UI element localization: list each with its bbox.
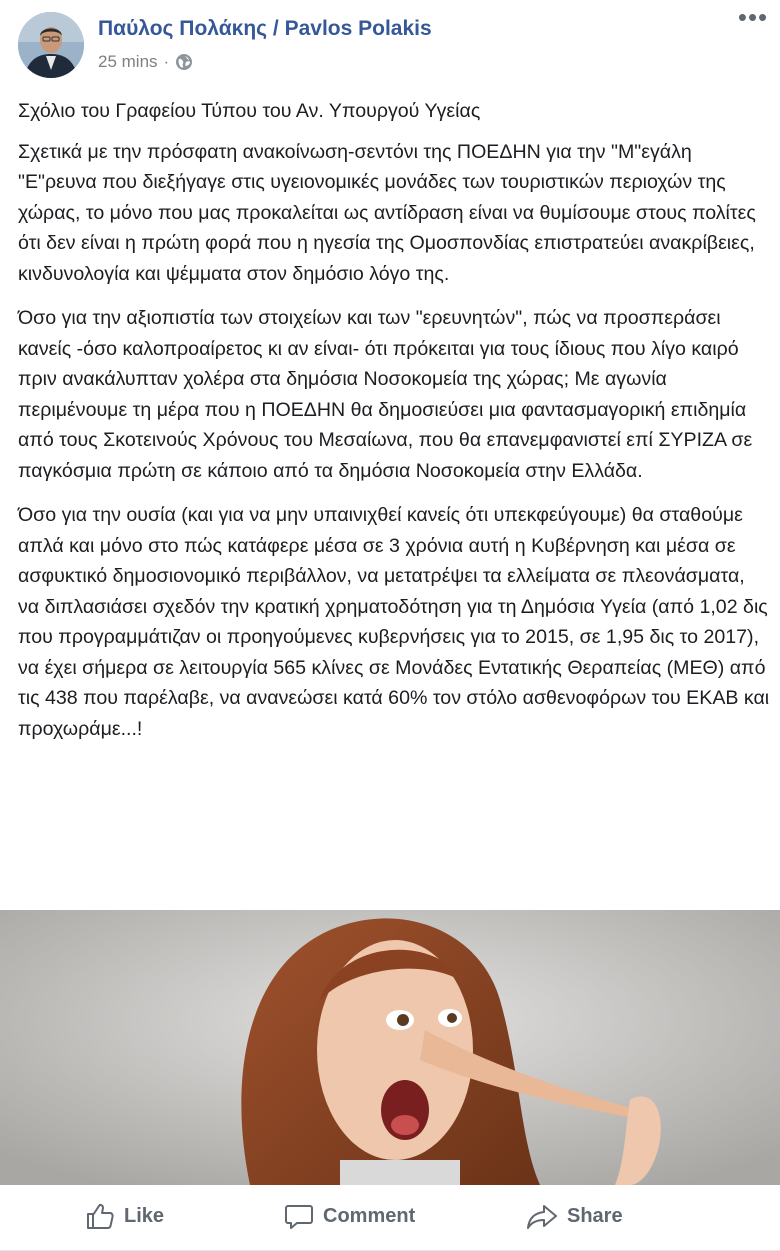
post-meta	[98, 52, 193, 72]
share-label: Share	[567, 1204, 623, 1227]
globe-icon[interactable]	[175, 53, 193, 71]
more-options-icon[interactable]: •••	[737, 2, 769, 32]
author-name-link[interactable]: Παύλος Πολάκης / Pavlos Polakis	[98, 17, 432, 40]
post-paragraph: Όσο για την αξιοπιστία των στοιχείων και των "ερευνητών", πώς να προσπεράσει κανείς -όσο καλοπροαίρετος κι αν είναι- ότι πρόκειται για τους ίδιους που λίγο καιρό πριν ανακάλυπταν χολέρα στα δημόσια Νοσοκομεία της χώρας; Με αγωνία περιμένουμε τη μέρα που η ΠΟΕΔΗΝ θα δημοσιεύσει μια φαντασμαγορική επιδημία από τους Σκοτεινούς Χρόνους του Μεσαίωνα, που θα επανεμφανιστεί επί ΣΥΡΙΖΑ σε παγκόσμια πρώτη σε κάποιο από τα δημόσια Νοσοκομεία στην Ελλάδα.	[18, 307, 753, 482]
post-header	[0, 0, 780, 90]
comment-button[interactable]	[283, 1199, 415, 1233]
meta-separator: ·	[163, 52, 170, 71]
post-paragraph: Σχόλιο του Γραφείου Τύπου του Αν. Υπουργού Υγείας	[18, 100, 481, 122]
comment-icon	[283, 1200, 315, 1232]
thumbs-up-icon	[84, 1200, 116, 1232]
post-timestamp[interactable]: 25 mins	[98, 52, 158, 71]
like-label: Like	[124, 1204, 165, 1227]
like-button[interactable]	[84, 1199, 164, 1233]
post-body	[18, 96, 770, 758]
post-image[interactable]	[0, 910, 780, 1185]
post-actions-bar	[0, 1185, 780, 1251]
post-paragraph: Σχετικά με την πρόσφατη ανακοίνωση-σεντόνι της ΠΟΕΔΗΝ για την "Μ"εγάλη "Ε"ρευνα που διεξήγαγε στις υγειονομικές μονάδες των τουριστικών περιοχών της χώρας, το μόνο που μας προκαλείται ως αντίδραση είναι να θυμίσουμε στους πολίτες ότι δεν είναι η πρώτη φορά που η ηγεσία της Ομοσπονδίας επιστρατεύει ανακρίβειες, κινδυνολογία και ψέμματα στον δημόσιο λόγο της.	[18, 140, 756, 285]
comment-label: Comment	[323, 1204, 416, 1227]
author-avatar[interactable]	[18, 12, 84, 78]
share-button[interactable]	[525, 1199, 623, 1233]
post-paragraph: Όσο για την ουσία (και για να μην υπαινιχθεί κανείς ότι υπεκφεύγουμε) θα σταθούμε απλά και μόνο στο πώς κατάφερε μέσα σε 3 χρόνια αυτή η Κυβέρνηση και μέσα σε ασφυκτικό δημοσιονομικό περιβάλλον, να μετατρέψει τα ελλείματα σε πλεονάσματα, να διπλασιάσει σχεδόν την κρατική χρηματοδότηση για τη Δημόσια Υγεία (από 1,02 δις που προγραμμάτιζαν οι προηγούμενες κυβερνήσεις για το 2015, σε 1,95 δις το 2017), να έχει σήμερα σε λειτουργία 565 κλίνες σε Μονάδες Εντατικής Θεραπείας (ΜΕΘ) από τις 438 που παρέλαβε, να ανανεώσει κατά 60% τον στόλο ασθενοφόρων του ΕΚΑΒ και προχωράμε...!	[18, 504, 770, 740]
share-arrow-icon	[525, 1200, 559, 1232]
